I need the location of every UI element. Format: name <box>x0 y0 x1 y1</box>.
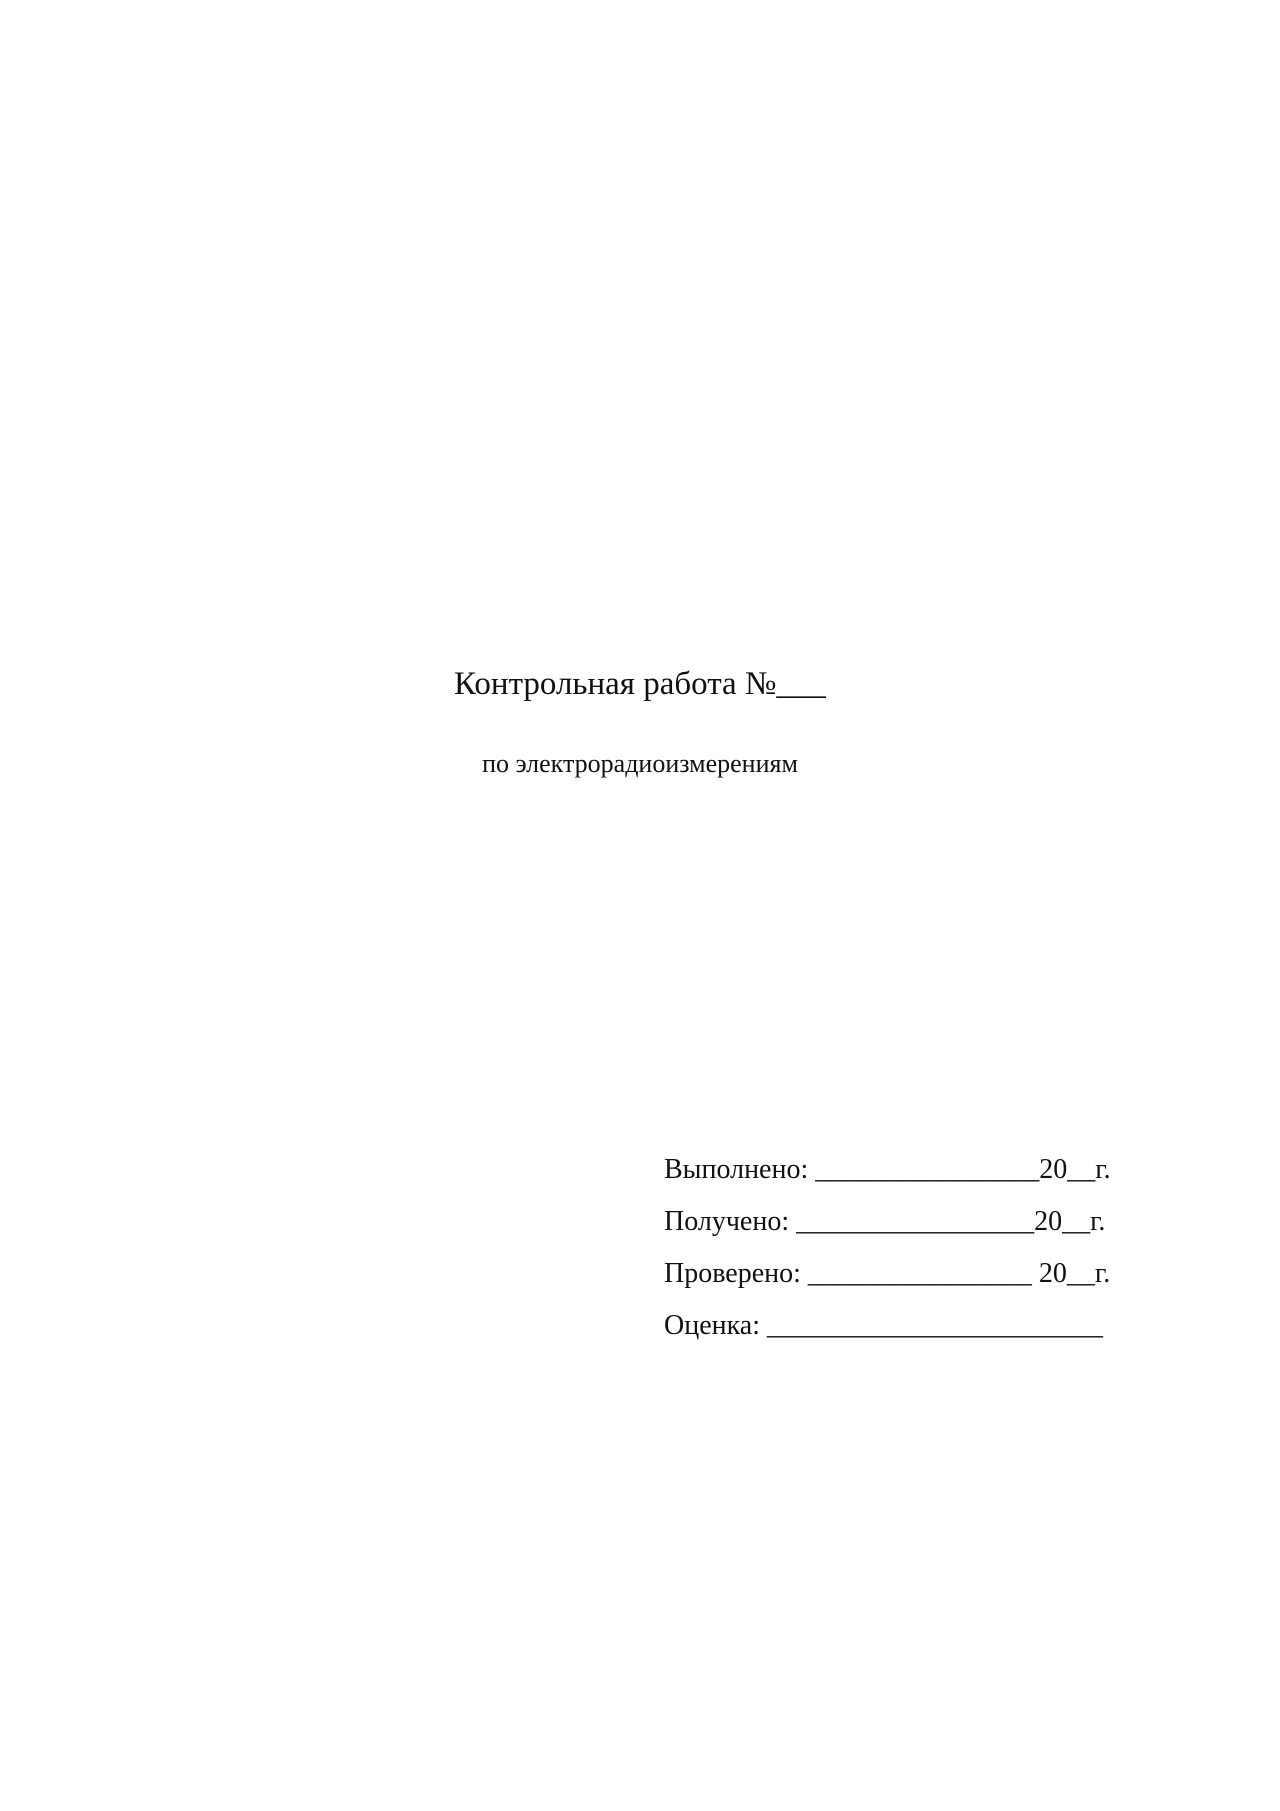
page-subtitle: по электрорадиоизмерениям <box>482 749 798 778</box>
signature-block <box>664 1144 1111 1352</box>
page-title: Контрольная работа №___ <box>454 666 826 702</box>
grade-field: Оценка: ________________________ <box>664 1310 1104 1341</box>
checked-field: Проверено: ________________ 20__г. <box>664 1258 1111 1289</box>
completed-field: Выполнено: ________________20__г. <box>664 1154 1111 1185</box>
received-field: Получено: _________________20__г. <box>664 1206 1106 1237</box>
